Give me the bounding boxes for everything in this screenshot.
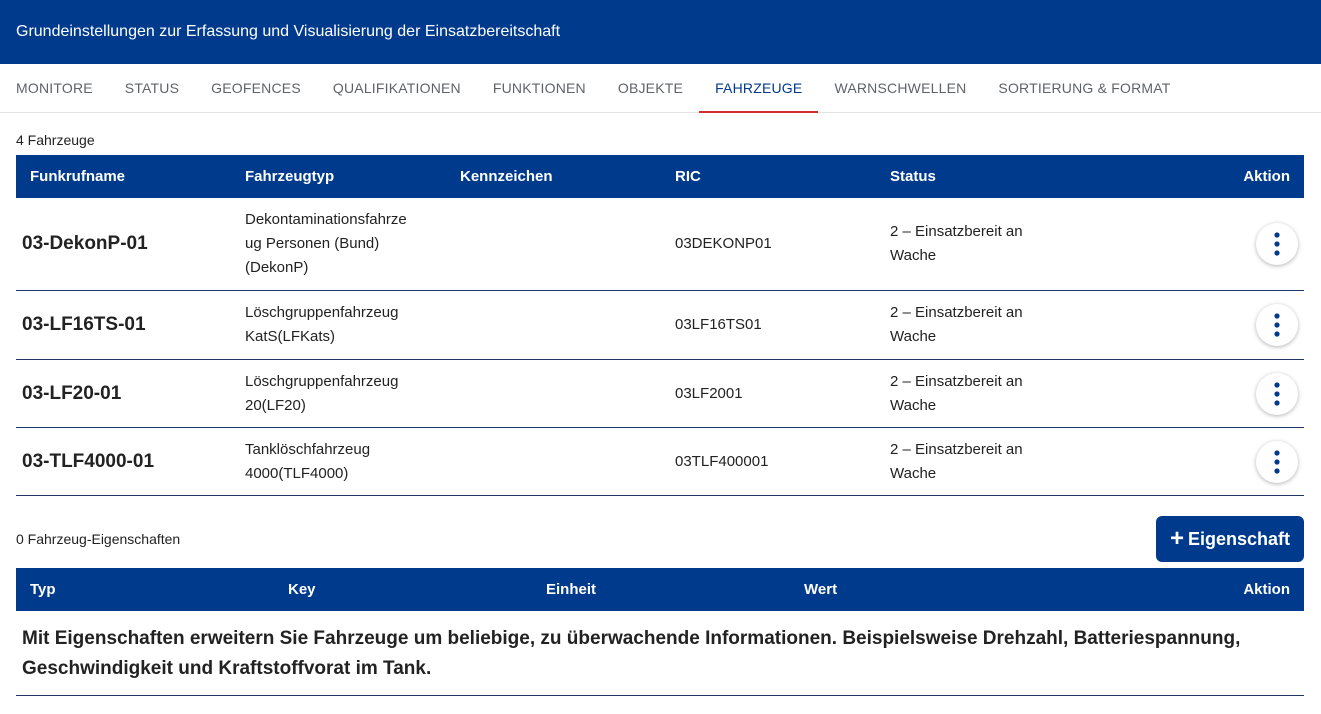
vehicle-status-line: Wache (890, 247, 937, 264)
more-actions-button[interactable] (1256, 223, 1298, 265)
row-actions (1091, 441, 1304, 483)
vehicle-status-line: Wache (890, 396, 937, 414)
vehicle-type-line: 4000(TLF4000) (245, 464, 349, 482)
table-row[interactable] (16, 291, 1304, 360)
vehicle-type-line: Dekontaminationsfahrze (245, 211, 407, 228)
tab-qualifikationen[interactable]: QUALIFIKATIONEN (332, 80, 461, 96)
vehicle-status (876, 301, 1091, 349)
tab-warnschwellen[interactable]: WARNSCHWELLEN (834, 80, 967, 96)
vehicle-type-line: Tanklöschfahrzeug (245, 440, 371, 458)
column-header-wert[interactable]: Wert (804, 581, 838, 598)
tab-objekte[interactable]: OBJEKTE (617, 80, 684, 96)
vehicle-type (231, 438, 446, 486)
vehicle-status-line: 2 – Einsatzbereit an (890, 372, 1023, 390)
vehicle-name: 03-LF20-01 (22, 382, 122, 404)
properties-table (16, 568, 1304, 696)
vehicle-ric: 03TLF400001 (675, 452, 769, 470)
vehicle-status (876, 438, 1091, 486)
more-actions-button[interactable] (1256, 373, 1298, 415)
properties-empty-info: Mit Eigenschaften erweitern Sie Fahrzeuge um beliebige, zu überwachende Informationen. Beispielsweise Drehzahl, Batteriespannung, Geschwindigkeit und Kraftstoffvorat im Tank. (16, 611, 1304, 696)
column-header-typ[interactable]: Typ (30, 581, 56, 598)
column-header-einheit[interactable]: Einheit (546, 581, 597, 598)
row-actions (1091, 373, 1304, 415)
row-actions (1091, 223, 1304, 265)
column-header-aktion: Aktion (1243, 168, 1290, 185)
vehicle-type (231, 370, 446, 418)
vehicle-status-line: Wache (890, 328, 937, 345)
table-row[interactable] (16, 360, 1304, 428)
vehicle-count: 4 Fahrzeuge (16, 132, 95, 148)
properties-table-header (16, 568, 1304, 611)
add-property-label: Eigenschaft (1187, 528, 1290, 549)
column-header-kennzeichen[interactable]: Kennzeichen (460, 168, 553, 185)
vehicle-ric: 03LF16TS01 (675, 316, 762, 333)
column-header-funkrufname[interactable]: Funkrufname (30, 168, 126, 185)
vehicle-type-line: (DekonP) (245, 259, 309, 276)
vehicle-type (231, 301, 446, 349)
tab-bar (0, 64, 1321, 113)
vehicle-name: 03-TLF4000-01 (22, 450, 155, 472)
column-header-aktion: Aktion (1243, 581, 1290, 598)
properties-count: 0 Fahrzeug-Eigenschaften (16, 531, 181, 547)
vehicle-status-line: Wache (890, 464, 937, 482)
column-header-status[interactable]: Status (890, 168, 936, 185)
properties-toolbar (16, 516, 1304, 562)
vehicle-type (231, 208, 446, 280)
row-actions (1091, 304, 1304, 346)
vehicle-status (876, 370, 1091, 418)
tab-sortierung-format[interactable]: SORTIERUNG & FORMAT (998, 80, 1171, 96)
more-vert-icon (1274, 450, 1280, 474)
vehicle-type-line: ug Personen (Bund) (245, 235, 380, 252)
column-header-key[interactable]: Key (288, 581, 316, 598)
add-property-button[interactable] (1156, 516, 1304, 562)
vehicle-ric: 03DEKONP01 (675, 235, 772, 252)
vehicle-name: 03-LF16TS-01 (22, 314, 146, 335)
vehicle-type-line: KatS(LFKats) (245, 328, 336, 345)
column-header-ric[interactable]: RIC (675, 168, 701, 185)
column-header-fahrzeugtyp[interactable]: Fahrzeugtyp (245, 168, 335, 185)
tab-funktionen[interactable]: FUNKTIONEN (492, 80, 586, 96)
more-vert-icon (1274, 232, 1280, 256)
vehicle-type-line: 20(LF20) (245, 396, 306, 414)
table-row[interactable] (16, 198, 1304, 291)
vehicle-status-line: 2 – Einsatzbereit an (890, 440, 1023, 458)
more-vert-icon (1274, 313, 1280, 337)
more-vert-icon (1274, 382, 1280, 406)
vehicle-status-line: 2 – Einsatzbereit an (890, 304, 1023, 321)
tab-geofences[interactable]: GEOFENCES (211, 80, 301, 96)
tab-status[interactable]: STATUS (124, 80, 180, 96)
vehicle-table-header (16, 155, 1304, 198)
table-row[interactable] (16, 428, 1304, 496)
tab-monitore[interactable]: MONITORE (16, 80, 93, 96)
vehicle-status (876, 220, 1091, 268)
more-actions-button[interactable] (1256, 441, 1298, 483)
tab-fahrzeuge[interactable]: FAHRZEUGE (699, 64, 818, 112)
vehicle-name: 03-DekonP-01 (22, 233, 148, 254)
vehicle-type-line: Löschgruppenfahrzeug (245, 372, 399, 390)
vehicle-type-line: Löschgruppenfahrzeug (245, 304, 399, 321)
more-actions-button[interactable] (1256, 304, 1298, 346)
page-title: Grundeinstellungen zur Erfassung und Visualisierung der Einsatzbereitschaft (16, 23, 561, 40)
vehicle-status-line: 2 – Einsatzbereit an (890, 223, 1023, 240)
plus-icon: + (1169, 525, 1184, 552)
vehicle-table (16, 155, 1304, 496)
app-header (0, 0, 1321, 64)
vehicle-ric: 03LF2001 (675, 384, 743, 402)
